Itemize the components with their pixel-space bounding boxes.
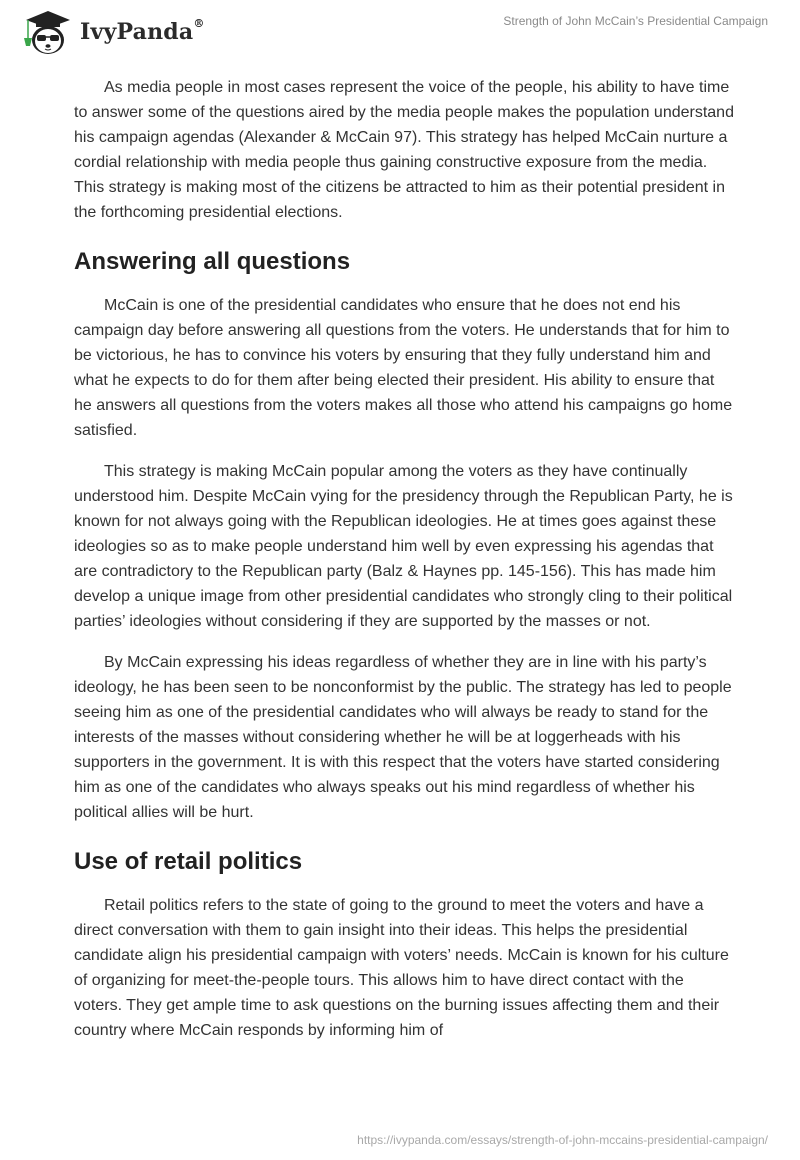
section-heading: Use of retail politics — [74, 848, 303, 875]
section-heading: Answering all questions — [74, 248, 351, 275]
paragraph: As media people in most cases represent the voice of the people, his ability to have time to answer some of the questions aired by the media people makes the population understand his campaign agendas (Alexander & McCain 97). This strategy has helped McCain nurture a cordial relationship with media people thus gaining constructive exposure from the media. This strategy is making most of the citizens be attracted to him as their potential president in the forthcoming presidential elections. — [74, 79, 734, 221]
ivypanda-logo[interactable] — [18, 8, 205, 56]
logo-text: IvyPanda® — [80, 17, 205, 45]
paragraph: This strategy is making McCain popular among the voters as they have continually understood him. Despite McCain vying for the presidency through the Republican Party, he is known for not always going with the Republican ideologies. He at times goes against these ideologies so as to make people understand him well by even expressing his agendas that are contradictory to the Republican party (Balz & Haynes pp. 145-156). This has made him develop a unique image from other presidential candidates who strongly cling to their political parties’ ideologies without considering if they are supported by the masses or not. — [74, 463, 733, 630]
document-title: Strength of John McCain’s Presidential Campaign — [503, 14, 768, 28]
page-header — [0, 0, 800, 60]
essay-content — [74, 75, 734, 1059]
source-url[interactable]: https://ivypanda.com/essays/strength-of-john-mccains-presidential-campaign/ — [357, 1133, 768, 1147]
paragraph: By McCain expressing his ideas regardless of whether they are in line with his party’s ideology, he has been seen to be nonconformist by the public. The strategy has led to people seeing him as one of the presidential candidates who will always be ready to stand for the interests of the masses without considering whether he will be at loggerheads with his supporters in the government. It is with this respect that the voters have started considering him as one of the candidates who always speaks out his mind regardless of whether his political allies will be hurt. — [74, 654, 732, 821]
paragraph: McCain is one of the presidential candidates who ensure that he does not end his campaign day before answering all questions from the voters. He understands that for him to be victorious, he has to convince his voters by ensuring that they fully understand him and what he expects to do for them after being elected their president. His ability to ensure that he answers all questions from the voters makes all those who attend his campaigns go home satisfied. — [74, 297, 733, 439]
panda-graduate-icon — [18, 8, 74, 56]
paragraph: Retail politics refers to the state of going to the ground to meet the voters and have a direct conversation with them to gain insight into their ideas. This helps the presidential candidate align his presidential campaign with voters’ needs. McCain is known for his culture of organizing for meet-the-people tours. This allows him to have direct contact with the voters. They get ample time to ask questions on the burning issues affecting them and their country where McCain responds by informing him of — [74, 897, 729, 1039]
